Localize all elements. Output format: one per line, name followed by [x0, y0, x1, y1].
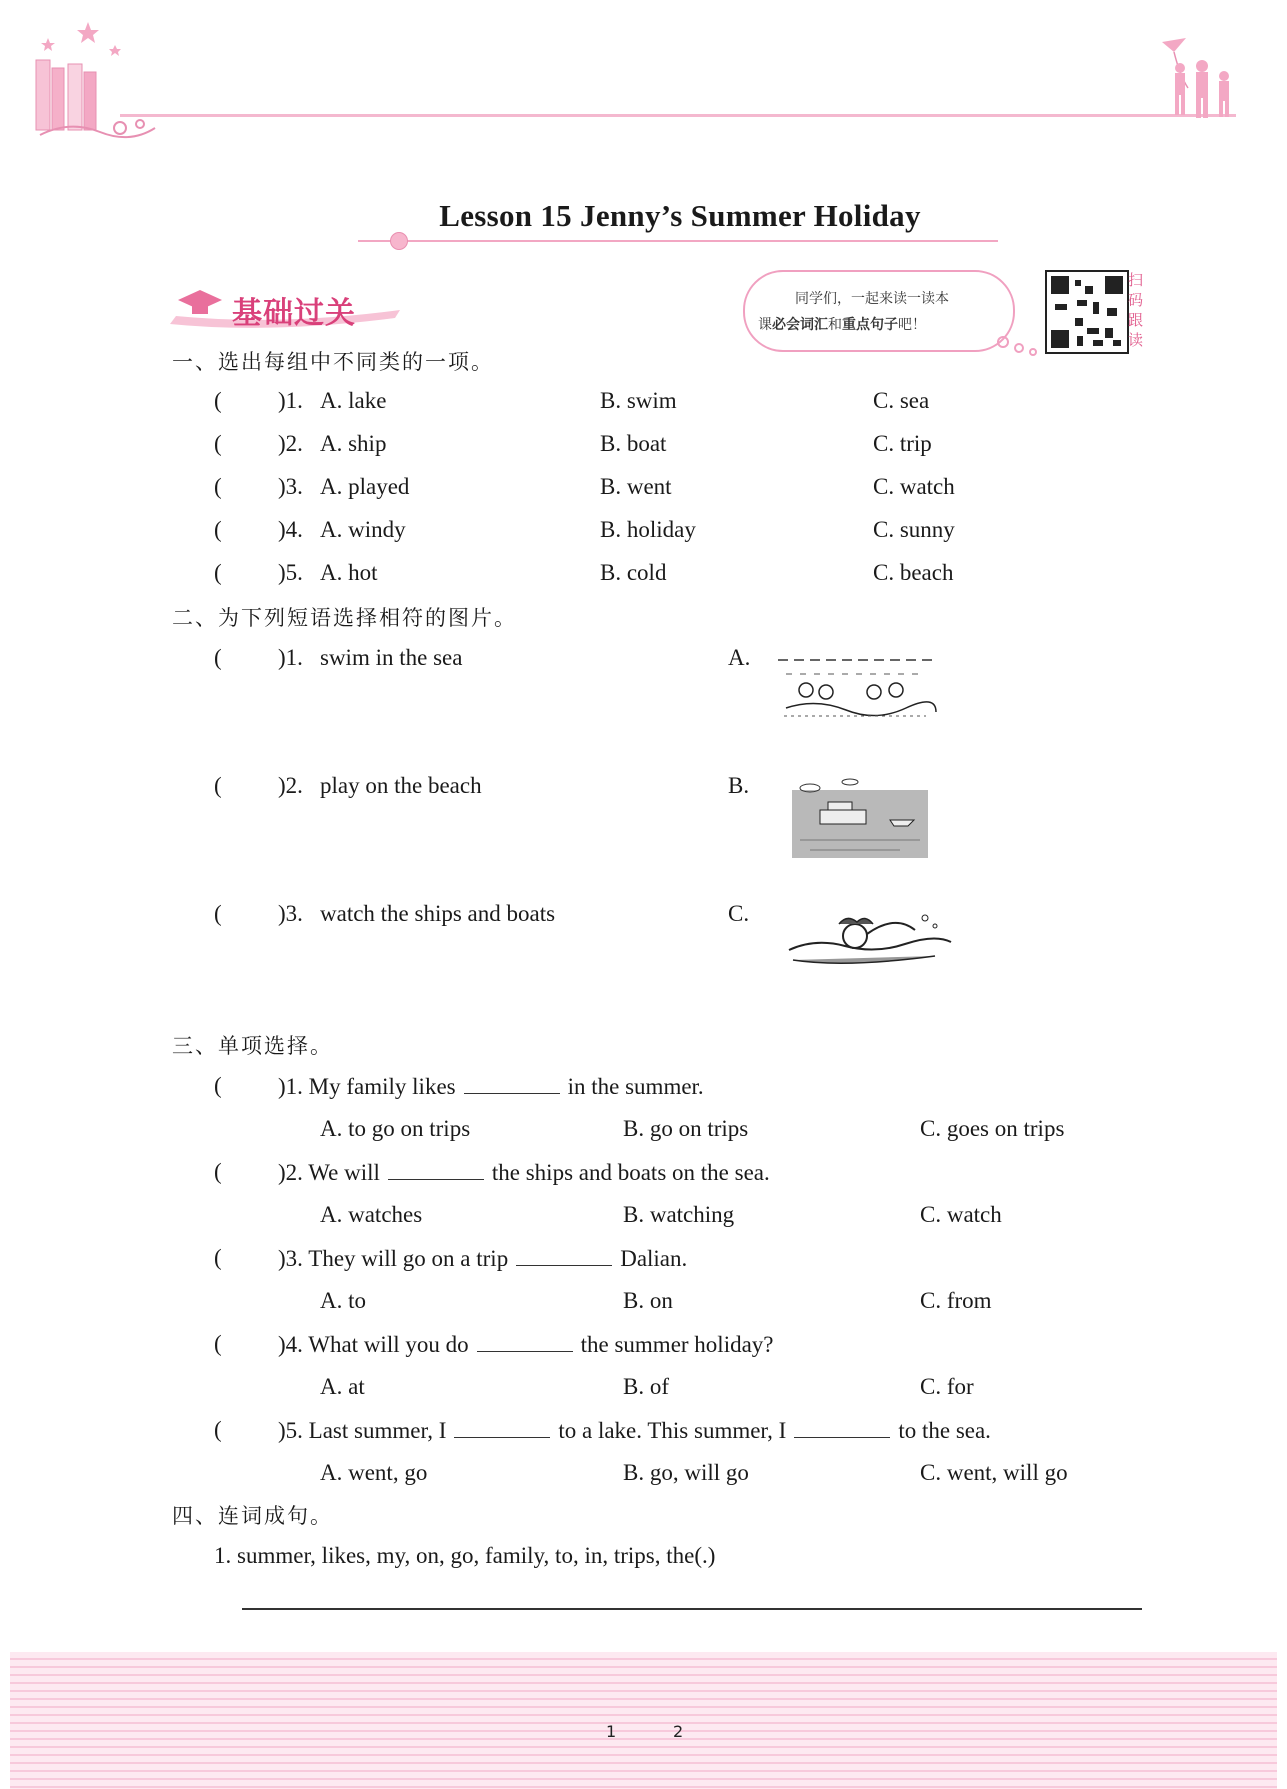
s4-answer-line[interactable] — [242, 1608, 1142, 1610]
footer-band — [10, 1652, 1277, 1789]
header-book-decoration — [30, 20, 160, 140]
s4-q1: 1. summer, likes, my, on, go, family, to, in, trips, the(.) — [214, 1543, 716, 1568]
picture-a-beach-play — [776, 650, 940, 722]
title-rule — [358, 240, 998, 242]
s3-q3-c: C. from — [920, 1288, 992, 1313]
s3-q4-c: C. for — [920, 1374, 974, 1399]
section1-heading: 一、选出每组中不同类的一项。 — [172, 350, 494, 374]
bubble-tail — [995, 334, 1041, 356]
s1-q5-b: B. cold — [600, 560, 667, 585]
s1-q4-b: B. holiday — [600, 517, 696, 542]
s3-q2-a: A. watches — [320, 1202, 423, 1227]
s3-q5-a: A. went, go — [320, 1460, 428, 1485]
s2-q3: ( — [214, 901, 222, 926]
page-number-left: 1 — [606, 1722, 617, 1741]
s1-q3-a: A. played — [320, 474, 410, 499]
s3-q1: ( — [214, 1073, 222, 1098]
s3-q2-b: B. watching — [623, 1202, 735, 1227]
s1-q2-b: B. boat — [600, 431, 667, 456]
s3-q5: ( — [214, 1417, 222, 1442]
s1-q2-num: )2. — [278, 431, 303, 456]
s1-q4-c: C. sunny — [873, 517, 955, 542]
s1-q2-a: A. ship — [320, 431, 387, 456]
title-dot — [390, 232, 408, 250]
s3-q4-stem: )4. What will you do the summer holiday? — [278, 1332, 774, 1357]
s1-q1-c: C. sea — [873, 388, 930, 413]
s1-q1-num: )1. — [278, 388, 303, 413]
header-rule — [120, 114, 1236, 117]
s1-q3-num: )3. — [278, 474, 303, 499]
s2-opt-c: C. — [728, 901, 750, 926]
s1-q4-a: A. windy — [320, 517, 406, 542]
s2-q1-num: )1. — [278, 645, 303, 670]
s3-q2: ( — [214, 1159, 222, 1184]
lesson-title: Lesson 15 Jenny’s Summer Holiday — [439, 198, 921, 233]
s2-q2-num: )2. — [278, 773, 303, 798]
s3-q4-a: A. at — [320, 1374, 365, 1399]
s2-q1-text: swim in the sea — [320, 645, 463, 670]
bubble-line-2: 课必会词汇和重点句子吧！ — [758, 317, 926, 333]
s1-q3-b: B. went — [600, 474, 672, 499]
s1-q4: ( — [214, 517, 222, 542]
s3-q3: ( — [214, 1245, 222, 1270]
s2-q1: ( — [214, 645, 222, 670]
picture-b-ships-boats — [790, 770, 930, 860]
s3-q1-stem: )1. My family likes in the summer. — [278, 1074, 704, 1099]
s1-q1: ( — [214, 388, 222, 413]
qr-code-icon[interactable] — [1045, 270, 1129, 354]
s3-q5-stem: )5. Last summer, I to a lake. This summer, I to the sea. — [278, 1418, 991, 1443]
s1-q1-b: B. swim — [600, 388, 677, 413]
qr-label: 扫 码 跟 读 — [1128, 271, 1144, 349]
reading-tip-bubble — [743, 270, 1015, 352]
bubble-line-1: 同学们，一起来读一读本 — [795, 291, 949, 307]
s3-q5-b: B. go, will go — [623, 1460, 749, 1485]
s3-q2-c: C. watch — [920, 1202, 1002, 1227]
s1-q3-c: C. watch — [873, 474, 955, 499]
s2-q3-text: watch the ships and boats — [320, 901, 556, 926]
section4-heading: 四、连词成句。 — [172, 1504, 333, 1528]
s3-q3-stem: )3. They will go on a trip Dalian. — [278, 1246, 688, 1271]
s1-q1-a: A. lake — [320, 388, 387, 413]
s3-q4: ( — [214, 1331, 222, 1356]
section3-heading: 三、单项选择。 — [172, 1034, 333, 1058]
s1-q2: ( — [214, 431, 222, 456]
s1-q5: ( — [214, 560, 222, 585]
s2-opt-a: A. — [728, 645, 751, 670]
s1-q5-c: C. beach — [873, 560, 954, 585]
children-kite-icon — [1160, 36, 1240, 120]
s3-q1-a: A. to go on trips — [320, 1116, 471, 1141]
s2-q2: ( — [214, 773, 222, 798]
s3-q3-a: A. to — [320, 1288, 366, 1313]
s3-q2-stem: )2. We will the ships and boats on the sea. — [278, 1160, 770, 1185]
page-number-right: 2 — [673, 1722, 684, 1741]
s2-opt-b: B. — [728, 773, 750, 798]
s1-q4-num: )4. — [278, 517, 303, 542]
s2-q2-text: play on the beach — [320, 773, 482, 798]
s3-q5-c: C. went, will go — [920, 1460, 1068, 1485]
s3-q1-c: C. goes on trips — [920, 1116, 1065, 1141]
s1-q5-num: )5. — [278, 560, 303, 585]
s2-q3-num: )3. — [278, 901, 303, 926]
s1-q3: ( — [214, 474, 222, 499]
s1-q2-c: C. trip — [873, 431, 932, 456]
section2-heading: 二、为下列短语选择相符的图片。 — [172, 606, 517, 630]
s3-q4-b: B. of — [623, 1374, 669, 1399]
basics-heading: 基础过关 — [232, 296, 356, 331]
s1-q5-a: A. hot — [320, 560, 378, 585]
picture-c-swimming — [785, 902, 955, 972]
s3-q1-b: B. go on trips — [623, 1116, 749, 1141]
s3-q3-b: B. on — [623, 1288, 673, 1313]
